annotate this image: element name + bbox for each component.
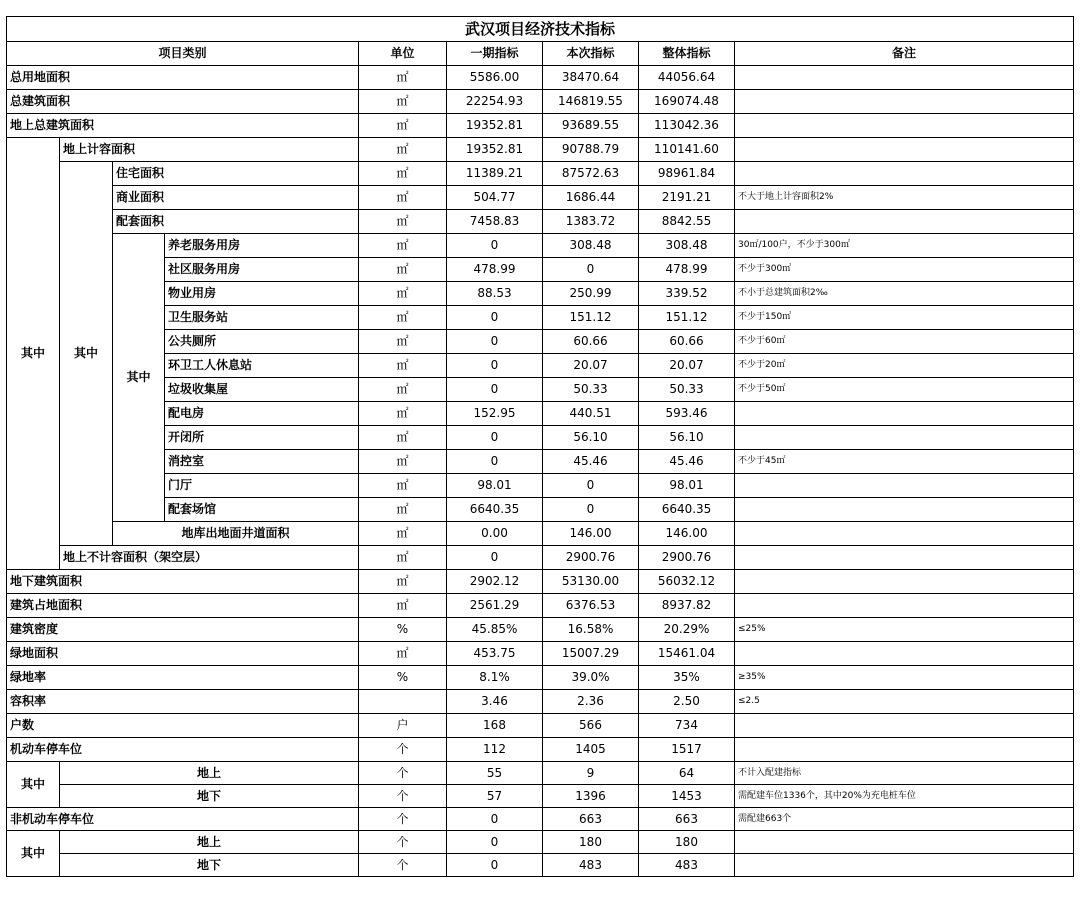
row-unit: % <box>359 666 447 690</box>
row-phase1: 152.95 <box>447 402 543 426</box>
row-remark <box>735 210 1074 234</box>
row-phase1: 22254.93 <box>447 90 543 114</box>
row-phase1: 0.00 <box>447 522 543 546</box>
row-unit: ㎡ <box>359 186 447 210</box>
row-current: 45.46 <box>543 450 639 474</box>
row-phase1: 7458.83 <box>447 210 543 234</box>
row-total: 98.01 <box>639 474 735 498</box>
row-phase1: 88.53 <box>447 282 543 306</box>
row-current: 87572.63 <box>543 162 639 186</box>
row-current: 146.00 <box>543 522 639 546</box>
row-label: 绿地面积 <box>7 642 359 666</box>
table-row <box>7 854 1074 877</box>
row-label: 地下 <box>60 785 359 808</box>
row-remark: ≤2.5 <box>735 690 1074 714</box>
row-total: 44056.64 <box>639 66 735 90</box>
row-remark: ≥35% <box>735 666 1074 690</box>
row-current: 1396 <box>543 785 639 808</box>
row-remark: 不少于20㎡ <box>735 354 1074 378</box>
table-row <box>7 714 1074 738</box>
row-remark <box>735 474 1074 498</box>
row-phase1: 504.77 <box>447 186 543 210</box>
row-total: 593.46 <box>639 402 735 426</box>
row-unit: ㎡ <box>359 282 447 306</box>
row-phase1: 0 <box>447 546 543 570</box>
row-remark: 需配建车位1336个，其中20%为充电桩车位 <box>735 785 1074 808</box>
row-label: 社区服务用房 <box>165 258 359 282</box>
row-current: 20.07 <box>543 354 639 378</box>
row-unit: % <box>359 618 447 642</box>
row-phase1: 0 <box>447 831 543 854</box>
row-unit: ㎡ <box>359 306 447 330</box>
row-total: 45.46 <box>639 450 735 474</box>
table-row <box>7 210 1074 234</box>
row-unit: ㎡ <box>359 522 447 546</box>
table-title: 武汉项目经济技术指标 <box>7 17 1074 42</box>
row-current: 180 <box>543 831 639 854</box>
row-label: 环卫工人休息站 <box>165 354 359 378</box>
row-total: 146.00 <box>639 522 735 546</box>
row-current: 2900.76 <box>543 546 639 570</box>
table-row <box>7 378 1074 402</box>
table-row <box>7 498 1074 522</box>
row-total: 663 <box>639 808 735 831</box>
row-label: 公共厕所 <box>165 330 359 354</box>
row-remark: 不小于总建筑面积2‰ <box>735 282 1074 306</box>
row-unit: ㎡ <box>359 330 447 354</box>
row-label: 地库出地面井道面积 <box>113 522 359 546</box>
row-label: 住宅面积 <box>113 162 359 186</box>
table-row <box>7 186 1074 210</box>
row-total: 478.99 <box>639 258 735 282</box>
title-row <box>7 17 1074 42</box>
row-label: 容积率 <box>7 690 359 714</box>
row-remark <box>735 402 1074 426</box>
row-label: 建筑占地面积 <box>7 594 359 618</box>
indicator-table-wrapper <box>6 16 1074 877</box>
table-row <box>7 450 1074 474</box>
row-unit: ㎡ <box>359 114 447 138</box>
row-unit: ㎡ <box>359 210 447 234</box>
row-phase1: 19352.81 <box>447 138 543 162</box>
row-unit: ㎡ <box>359 570 447 594</box>
header-phase1: 一期指标 <box>447 42 543 66</box>
header-unit: 单位 <box>359 42 447 66</box>
row-total: 1517 <box>639 738 735 762</box>
row-label: 非机动车停车位 <box>7 808 359 831</box>
row-remark: 30㎡/100户，不少于300㎡ <box>735 234 1074 258</box>
row-remark <box>735 570 1074 594</box>
row-label: 地下建筑面积 <box>7 570 359 594</box>
row-label: 配套面积 <box>113 210 359 234</box>
row-unit: ㎡ <box>359 162 447 186</box>
row-unit: ㎡ <box>359 258 447 282</box>
table-row <box>7 642 1074 666</box>
table-row <box>7 762 1074 785</box>
row-label: 地上计容面积 <box>60 138 359 162</box>
row-current: 50.33 <box>543 378 639 402</box>
table-row <box>7 546 1074 570</box>
row-label: 地下 <box>60 854 359 877</box>
row-current: 1405 <box>543 738 639 762</box>
row-phase1: 2902.12 <box>447 570 543 594</box>
table-row <box>7 618 1074 642</box>
row-unit: ㎡ <box>359 90 447 114</box>
row-current: 93689.55 <box>543 114 639 138</box>
row-current: 0 <box>543 258 639 282</box>
row-current: 1383.72 <box>543 210 639 234</box>
row-label: 建筑密度 <box>7 618 359 642</box>
row-current: 0 <box>543 498 639 522</box>
row-phase1: 11389.21 <box>447 162 543 186</box>
row-phase1: 0 <box>447 330 543 354</box>
row-phase1: 0 <box>447 234 543 258</box>
row-remark <box>735 162 1074 186</box>
row-current: 90788.79 <box>543 138 639 162</box>
row-current: 6376.53 <box>543 594 639 618</box>
row-unit: ㎡ <box>359 402 447 426</box>
row-current: 60.66 <box>543 330 639 354</box>
row-phase1: 0 <box>447 808 543 831</box>
row-phase1: 55 <box>447 762 543 785</box>
row-total: 151.12 <box>639 306 735 330</box>
row-remark: 不少于150㎡ <box>735 306 1074 330</box>
row-total: 98961.84 <box>639 162 735 186</box>
row-total: 113042.36 <box>639 114 735 138</box>
row-total: 35% <box>639 666 735 690</box>
row-unit: 个 <box>359 808 447 831</box>
table-row <box>7 258 1074 282</box>
row-unit: 个 <box>359 854 447 877</box>
row-total: 339.52 <box>639 282 735 306</box>
row-total: 2.50 <box>639 690 735 714</box>
row-remark <box>735 642 1074 666</box>
row-remark: 不少于45㎡ <box>735 450 1074 474</box>
row-label: 地上不计容面积（架空层） <box>60 546 359 570</box>
row-remark <box>735 498 1074 522</box>
row-label: 门厅 <box>165 474 359 498</box>
row-label: 卫生服务站 <box>165 306 359 330</box>
header-category: 项目类别 <box>7 42 359 66</box>
row-remark: 不计入配建指标 <box>735 762 1074 785</box>
row-remark: 不少于300㎡ <box>735 258 1074 282</box>
row-unit: 个 <box>359 762 447 785</box>
row-unit: ㎡ <box>359 642 447 666</box>
row-unit: ㎡ <box>359 426 447 450</box>
row-phase1: 0 <box>447 354 543 378</box>
row-label: 配电房 <box>165 402 359 426</box>
row-phase1: 0 <box>447 306 543 330</box>
table-row <box>7 570 1074 594</box>
bike-group-label: 其中 <box>7 831 60 877</box>
table-row <box>7 66 1074 90</box>
row-remark: 需配建663个 <box>735 808 1074 831</box>
row-current: 15007.29 <box>543 642 639 666</box>
row-phase1: 478.99 <box>447 258 543 282</box>
row-label: 户数 <box>7 714 359 738</box>
row-total: 56.10 <box>639 426 735 450</box>
row-unit: 个 <box>359 738 447 762</box>
row-label: 垃圾收集屋 <box>165 378 359 402</box>
row-current: 146819.55 <box>543 90 639 114</box>
row-unit: 个 <box>359 785 447 808</box>
row-total: 20.07 <box>639 354 735 378</box>
row-remark <box>735 522 1074 546</box>
table-row <box>7 138 1074 162</box>
row-phase1: 6640.35 <box>447 498 543 522</box>
table-row <box>7 330 1074 354</box>
row-current: 566 <box>543 714 639 738</box>
row-label: 养老服务用房 <box>165 234 359 258</box>
row-total: 734 <box>639 714 735 738</box>
row-phase1: 5586.00 <box>447 66 543 90</box>
row-remark <box>735 114 1074 138</box>
table-row <box>7 162 1074 186</box>
row-current: 151.12 <box>543 306 639 330</box>
table-row <box>7 282 1074 306</box>
row-phase1: 0 <box>447 378 543 402</box>
row-unit: ㎡ <box>359 498 447 522</box>
row-phase1: 0 <box>447 426 543 450</box>
table-row <box>7 354 1074 378</box>
row-remark <box>735 546 1074 570</box>
row-current: 1686.44 <box>543 186 639 210</box>
table-row <box>7 474 1074 498</box>
parking-group-label: 其中 <box>7 762 60 808</box>
row-remark <box>735 594 1074 618</box>
row-current: 440.51 <box>543 402 639 426</box>
row-unit: 户 <box>359 714 447 738</box>
row-unit: ㎡ <box>359 66 447 90</box>
row-label: 地上 <box>60 762 359 785</box>
table-row <box>7 114 1074 138</box>
row-phase1: 19352.81 <box>447 114 543 138</box>
row-label: 地上总建筑面积 <box>7 114 359 138</box>
header-total: 整体指标 <box>639 42 735 66</box>
row-phase1: 45.85% <box>447 618 543 642</box>
row-label: 绿地率 <box>7 666 359 690</box>
row-total: 20.29% <box>639 618 735 642</box>
group-label-outer: 其中 <box>7 138 60 570</box>
row-current: 663 <box>543 808 639 831</box>
row-phase1: 0 <box>447 854 543 877</box>
row-total: 1453 <box>639 785 735 808</box>
table-row <box>7 306 1074 330</box>
row-phase1: 0 <box>447 450 543 474</box>
row-current: 2.36 <box>543 690 639 714</box>
row-remark <box>735 738 1074 762</box>
row-current: 0 <box>543 474 639 498</box>
row-total: 8842.55 <box>639 210 735 234</box>
row-current: 38470.64 <box>543 66 639 90</box>
row-label: 物业用房 <box>165 282 359 306</box>
row-phase1: 168 <box>447 714 543 738</box>
row-unit: ㎡ <box>359 474 447 498</box>
table-row <box>7 402 1074 426</box>
row-unit: ㎡ <box>359 138 447 162</box>
row-unit: ㎡ <box>359 594 447 618</box>
row-total: 64 <box>639 762 735 785</box>
row-remark: 不大于地上计容面积2% <box>735 186 1074 210</box>
row-total: 60.66 <box>639 330 735 354</box>
row-phase1: 112 <box>447 738 543 762</box>
row-total: 50.33 <box>639 378 735 402</box>
row-phase1: 3.46 <box>447 690 543 714</box>
row-label: 总用地面积 <box>7 66 359 90</box>
table-row <box>7 831 1074 854</box>
table-row <box>7 522 1074 546</box>
row-phase1: 57 <box>447 785 543 808</box>
header-row <box>7 42 1074 66</box>
row-remark <box>735 90 1074 114</box>
row-label: 消控室 <box>165 450 359 474</box>
row-remark <box>735 854 1074 877</box>
row-unit: ㎡ <box>359 546 447 570</box>
row-label: 商业面积 <box>113 186 359 210</box>
row-label: 地上 <box>60 831 359 854</box>
table-row <box>7 808 1074 831</box>
row-label: 总建筑面积 <box>7 90 359 114</box>
table-row <box>7 426 1074 450</box>
row-current: 39.0% <box>543 666 639 690</box>
row-total: 2191.21 <box>639 186 735 210</box>
row-unit: ㎡ <box>359 450 447 474</box>
row-unit: ㎡ <box>359 378 447 402</box>
row-unit: ㎡ <box>359 234 447 258</box>
header-current: 本次指标 <box>543 42 639 66</box>
row-total: 180 <box>639 831 735 854</box>
row-total: 308.48 <box>639 234 735 258</box>
row-total: 169074.48 <box>639 90 735 114</box>
row-unit: ㎡ <box>359 354 447 378</box>
row-remark <box>735 714 1074 738</box>
row-current: 9 <box>543 762 639 785</box>
row-total: 2900.76 <box>639 546 735 570</box>
table-row <box>7 666 1074 690</box>
header-remark: 备注 <box>735 42 1074 66</box>
row-total: 6640.35 <box>639 498 735 522</box>
row-phase1: 98.01 <box>447 474 543 498</box>
row-phase1: 453.75 <box>447 642 543 666</box>
row-remark: ≤25% <box>735 618 1074 642</box>
row-total: 15461.04 <box>639 642 735 666</box>
row-label: 机动车停车位 <box>7 738 359 762</box>
row-total: 8937.82 <box>639 594 735 618</box>
row-remark <box>735 426 1074 450</box>
row-label: 配套场馆 <box>165 498 359 522</box>
row-current: 308.48 <box>543 234 639 258</box>
row-remark <box>735 66 1074 90</box>
row-remark <box>735 138 1074 162</box>
row-total: 483 <box>639 854 735 877</box>
row-total: 110141.60 <box>639 138 735 162</box>
row-phase1: 2561.29 <box>447 594 543 618</box>
table-row <box>7 690 1074 714</box>
group-label-inner: 其中 <box>113 234 165 522</box>
table-row <box>7 785 1074 808</box>
row-remark: 不少于50㎡ <box>735 378 1074 402</box>
table-row <box>7 738 1074 762</box>
row-current: 56.10 <box>543 426 639 450</box>
row-label: 开闭所 <box>165 426 359 450</box>
row-remark: 不少于60㎡ <box>735 330 1074 354</box>
row-remark <box>735 831 1074 854</box>
table-row <box>7 234 1074 258</box>
row-phase1: 8.1% <box>447 666 543 690</box>
row-current: 483 <box>543 854 639 877</box>
table-row <box>7 594 1074 618</box>
table-row <box>7 90 1074 114</box>
row-unit <box>359 690 447 714</box>
row-unit: 个 <box>359 831 447 854</box>
row-total: 56032.12 <box>639 570 735 594</box>
economic-indicator-table <box>6 16 1074 877</box>
row-current: 250.99 <box>543 282 639 306</box>
row-current: 16.58% <box>543 618 639 642</box>
row-current: 53130.00 <box>543 570 639 594</box>
group-label-middle: 其中 <box>60 162 113 546</box>
